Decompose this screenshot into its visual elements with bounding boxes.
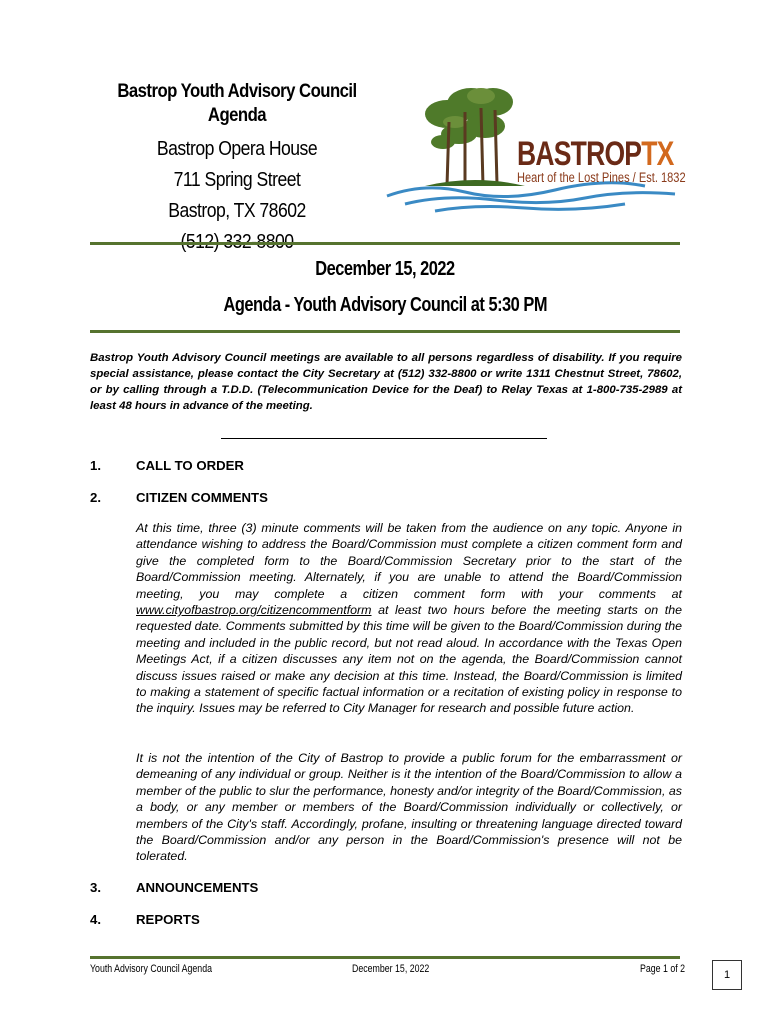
logo-tagline: Heart of the Lost Pines / Est. 1832	[517, 170, 686, 185]
street-address: 711 Spring Street	[173, 169, 301, 191]
citizen-comments-paragraph-2: It is not the intention of the City of Bastrop to provide a public forum for the embarrassment or demeaning of any individual or group. Neither is it the intention of the Board/Commission to allow a member of the public to slur the performance, honesty and/or integrity of the Board/Commission, as a body, or any member or members of the Board/Commission individually or collectively, or members of the City's staff. Accordingly, profane, insulting or threatening language directed toward the Board/Commission and/or any person in the Board/Commission's presence will not be tolerated.	[136, 751, 682, 864]
item-label: REPORTS	[136, 912, 200, 927]
city-address: Bastrop, TX 78602	[168, 200, 306, 222]
item-number: 2.	[90, 490, 101, 505]
logo-wordmark: BASTROPTX	[517, 135, 674, 173]
page-number-badge: 1	[712, 960, 742, 990]
item-label: ANNOUNCEMENTS	[136, 880, 259, 895]
footer-divider	[90, 956, 680, 959]
accessibility-notice: Bastrop Youth Advisory Council meetings are available to all persons regardless of disability. If you require special assistance, please contact the City Secretary at (512) 332-8800 or write 1311 Chestnut Street, 78602, or by calling through a T.D.D. (Telecommunication Device for the Deaf) to Relay Texas at 1-800-735-2989 at least 48 hours in advance of the meeting.	[90, 352, 682, 412]
item-number: 3.	[90, 880, 101, 895]
citizen-comments-paragraph-1: At this time, three (3) minute comments will be taken from the audience on any topic. Anyone in attendance wishing to address the Board/Commission must complete a citizen comment form and give the completed form to the Board/Commission Secretary prior to the start of the Board/Commission meeting. Alternately, if you are unable to attend the Board/Commission meeting, you may complete a citizen comment form with your comments at www.cityofbastrop.org/citizencommentform at least two hours before the meeting starts on the requested date. Comments submitted by this time will be given to the Board/Commission during the meeting and included in the public record, but not read aloud. In accordance with the Texas Open Meetings Act, if a citizen discusses any item not on the agenda, the Board/Commission cannot discuss issues raised or make any decision at this time. Instead, the Board/Commission is limited to making a statement of specific factual information or a recitation of existing policy in response to the inquiry. Issues may be referred to City Manager for research and possible future action.	[136, 521, 682, 716]
footer-center: December 15, 2022	[352, 963, 430, 975]
footer-page: Page 1 of 2	[640, 963, 686, 975]
item-label: CALL TO ORDER	[136, 458, 244, 473]
venue-name: Bastrop Opera House	[156, 138, 318, 160]
item-number: 1.	[90, 458, 101, 473]
item-number: 4.	[90, 912, 101, 927]
bastrop-logo-text	[517, 136, 723, 185]
item-label: CITIZEN COMMENTS	[136, 490, 268, 505]
heading-divider	[90, 330, 680, 333]
header-divider	[90, 242, 680, 245]
citizen-comment-form-link[interactable]: www.cityofbastrop.org/citizencommentform	[136, 603, 372, 618]
footer-left: Youth Advisory Council Agenda	[90, 963, 212, 975]
agenda-title: Bastrop Youth Advisory Council Agenda	[117, 81, 357, 126]
header-address-block	[92, 80, 382, 258]
meeting-heading: Agenda - Youth Advisory Council at 5:30 PM	[223, 294, 547, 316]
separator-line	[221, 438, 547, 439]
meeting-date: December 15, 2022	[315, 258, 455, 280]
